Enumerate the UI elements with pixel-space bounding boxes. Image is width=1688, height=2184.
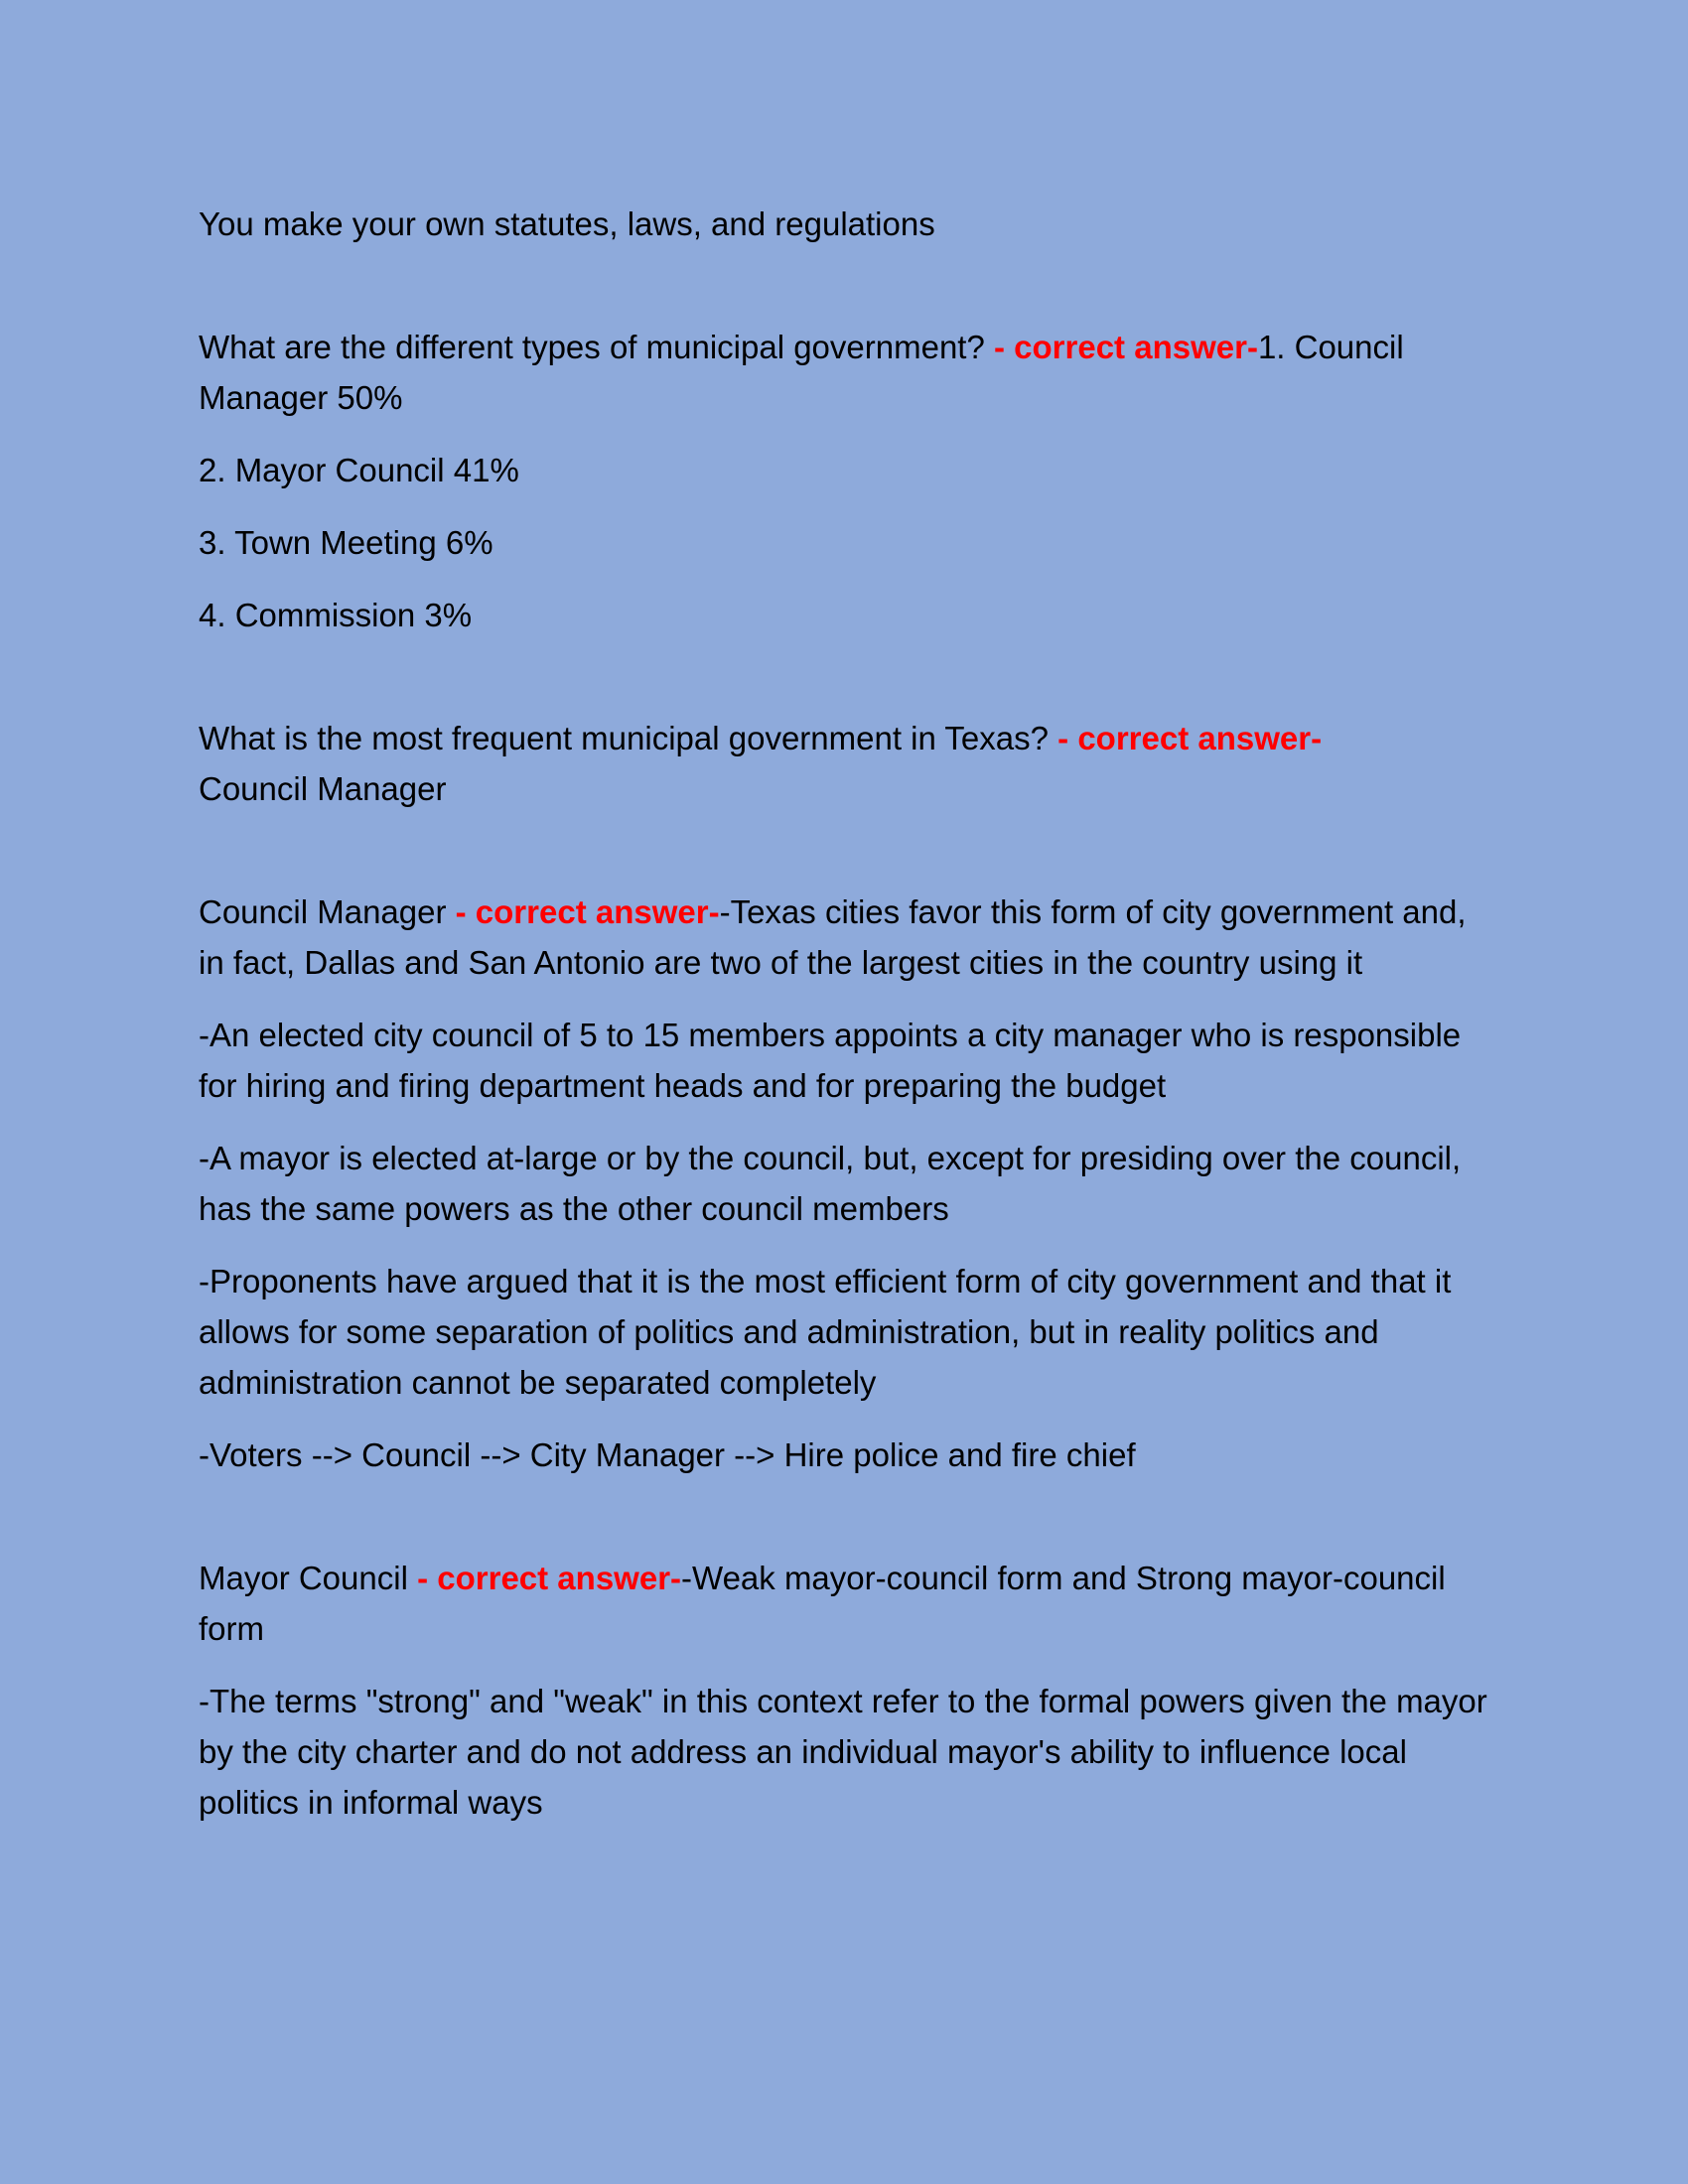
correct-answer-marker: - correct answer- [455, 893, 720, 930]
qa-municipal-types [199, 322, 1489, 640]
term-text: Council Manager [199, 893, 447, 930]
qa-paragraph [199, 713, 1489, 814]
qa-texas-frequent [199, 713, 1489, 814]
correct-answer-marker: - correct answer- [1057, 720, 1323, 756]
term-text: Mayor Council [199, 1560, 408, 1596]
correct-answer-marker: - correct answer- [994, 329, 1258, 365]
qa-paragraph [199, 322, 1489, 423]
answer-item: 4. Commission 3% [199, 597, 473, 633]
answer-item: 3. Town Meeting 6% [199, 524, 493, 561]
answer-item: 2. Mayor Council 41% [199, 452, 519, 488]
answer-item: -Proponents have argued that it is the most efficient form of city government and that it allows for some separation of politics and administration, but in reality politics and administration cannot be separated completely [199, 1263, 1452, 1401]
answer-item: -An elected city council of 5 to 15 members appoints a city manager who is responsible for hiring and firing department heads and for preparing the budget [199, 1017, 1462, 1104]
document-content [199, 199, 1489, 1828]
answer-item: -The terms "strong" and "weak" in this context refer to the formal powers given the mayor by the city charter and do not address an individual mayor's ability to influence local politics in informal ways [199, 1683, 1487, 1821]
answer-item: -A mayor is elected at-large or by the council, but, except for presiding over the council, has the same powers as the other council members [199, 1140, 1462, 1227]
qa-paragraph [199, 1553, 1489, 1654]
qa-council-manager [199, 887, 1489, 1480]
answer-text: -Texas cities favor this form of city government and, in fact, Dallas and San Antonio are two of the largest cities in the country using it [199, 893, 1467, 981]
qa-mayor-council [199, 1553, 1489, 1828]
answer-text: Council Manager [199, 770, 447, 807]
question-text: What is the most frequent municipal government in Texas? [199, 720, 1049, 756]
intro-text: You make your own statutes, laws, and regulations [199, 205, 935, 242]
answer-text: -Weak mayor-council form and Strong mayor-council form [199, 1560, 1446, 1647]
question-text: What are the different types of municipal government? [199, 329, 985, 365]
answer-text: 1. Council Manager 50% [199, 329, 1404, 416]
answer-item: -Voters --> Council --> City Manager --> Hire police and fire chief [199, 1436, 1136, 1473]
correct-answer-marker: - correct answer- [417, 1560, 682, 1596]
qa-paragraph [199, 887, 1489, 988]
